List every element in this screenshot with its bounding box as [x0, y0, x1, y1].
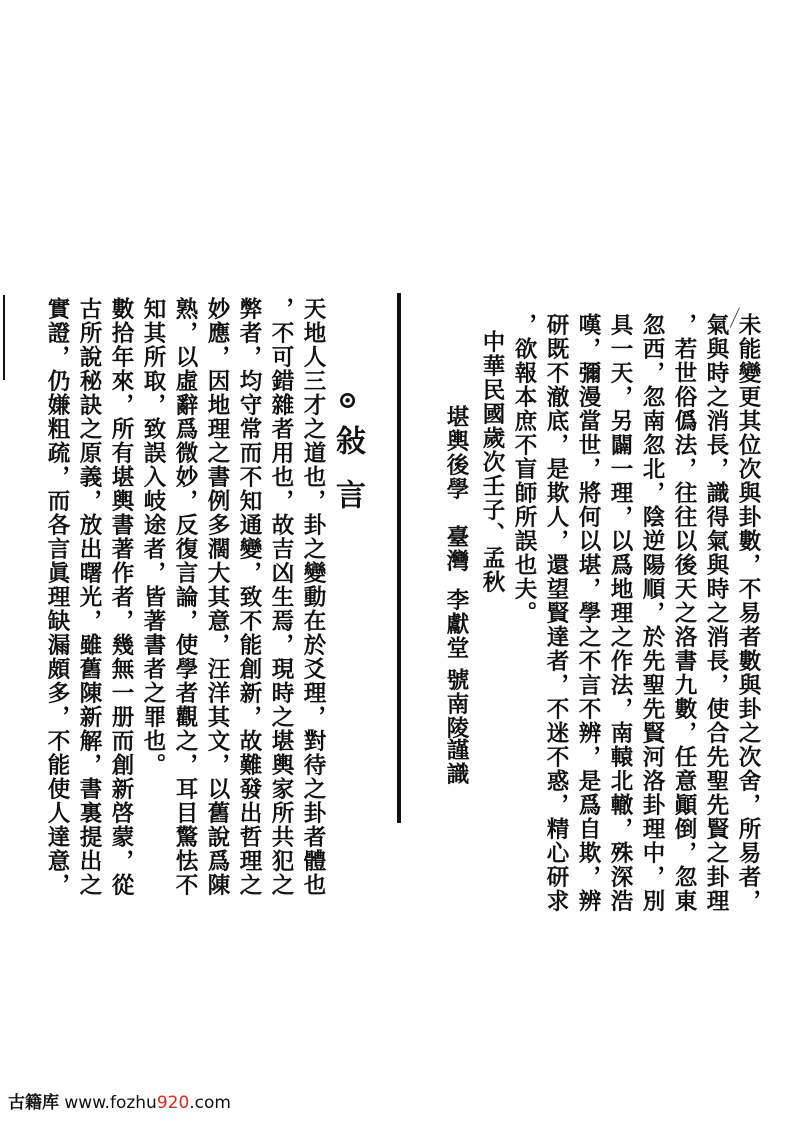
footer-url-prefix: www.fozhu — [64, 1093, 157, 1113]
signature-author: 李獻堂 — [443, 588, 469, 660]
right-column-1: 未能變更其位次與卦數，不易者數與卦之次舍，所易者， — [735, 313, 761, 913]
left-column-6: 知其所取，致誤入岐途者，皆著書者之罪也。 — [140, 297, 166, 777]
left-column-2: ，不可錯雜者用也，故吉凶生焉，現時之堪輿家所共犯之 — [268, 297, 294, 897]
left-column-3: 弊者，均守常而不知通變，致不能創新，故難發出哲理之 — [236, 297, 262, 897]
right-column-8: ，欲報本庶不盲師所誤也夫。 — [511, 313, 537, 625]
signature-school: 堪輿後學 — [443, 405, 469, 501]
signature-alias: 號南陵 — [443, 668, 469, 740]
footer-url-number: 920 — [156, 1093, 190, 1113]
section-heading: 敍言 — [330, 425, 365, 533]
right-column-2: 氣與時之消長，識得氣與時之消長，使合先聖先賢之卦理 — [703, 313, 729, 913]
left-column-9: 實證，仍嫌粗疏，而各言眞理缺漏頗多，不能使人達意， — [44, 297, 70, 897]
signature-place: 臺灣 — [443, 525, 469, 573]
left-column-4: 妙應，因地理之書例多濶大其意，汪洋其文，以舊說爲陳 — [204, 297, 230, 897]
left-column-7: 數拾年來，所有堪輿書著作者，幾無一册而創新啓蒙，從 — [108, 297, 134, 897]
right-column-4: 忽西，忽南忽北，陰逆陽順，於先聖先賢河洛卦理中，別 — [639, 313, 665, 913]
footer-url-suffix: .com — [189, 1093, 231, 1113]
signature-note: 謹識 — [443, 738, 469, 786]
footer-brand: 古籍库 — [8, 1093, 59, 1113]
right-column-5: 具一天，另闢一理，以爲地理之作法，南轅北轍，殊深浩 — [607, 313, 633, 913]
left-column-8: 古所說秘訣之原義，放出曙光，雖舊陳新解，書裏提出之 — [76, 297, 102, 897]
footer-watermark — [8, 1088, 231, 1113]
left-column-5: 熟，以虛辭爲微妙，反復言論，使學者觀之，耳目驚怯不 — [172, 297, 198, 897]
heading-marker: ⊙ — [333, 385, 362, 414]
date-column: 中華民國歲次壬子、孟秋 — [479, 330, 505, 594]
right-column-3: ，若世俗僞法，往往以後天之洛書九數，任意顚倒，忽東 — [671, 313, 697, 913]
left-column-1: 天地人三才之道也，卦之變動在於爻理，對待之卦者體也 — [300, 297, 326, 897]
right-column-6: 嘆，彌漫當世，將何以堪，學之不言不辨，是爲自欺，辨 — [575, 313, 601, 913]
page-divider-line — [397, 293, 401, 823]
right-column-7: 研既不澈底，是欺人，還望賢達者，不迷不惑，精心研求 — [543, 313, 569, 913]
left-edge-line — [3, 295, 5, 380]
